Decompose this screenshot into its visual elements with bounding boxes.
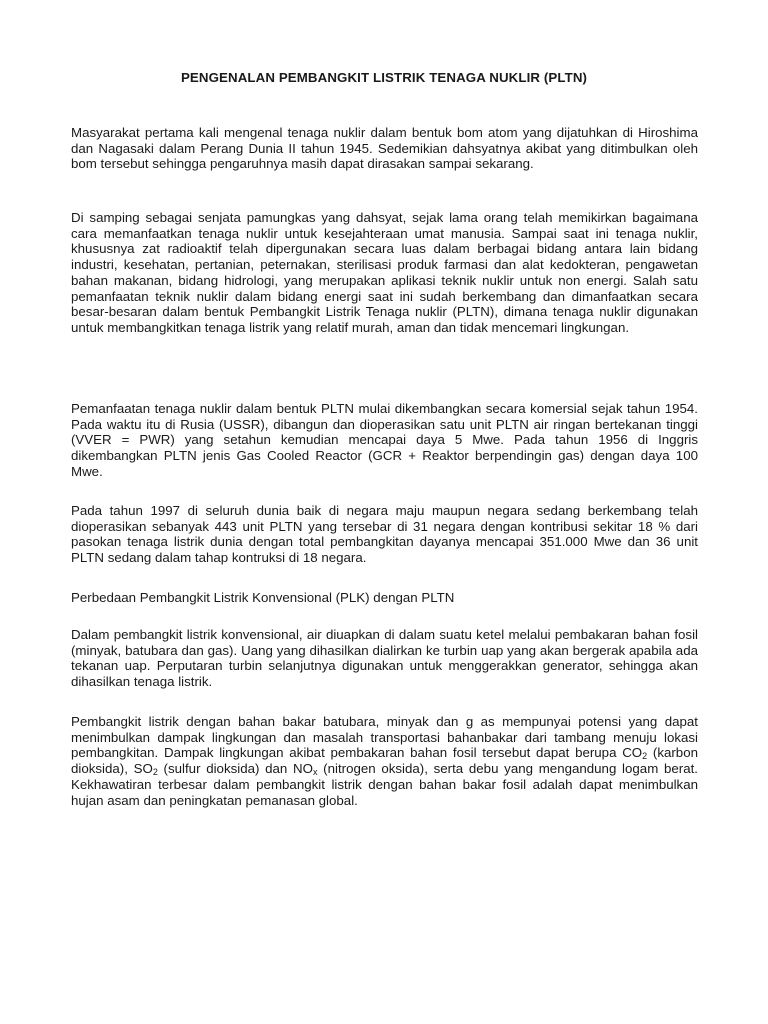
text-segment: (sulfur dioksida) dan NO	[157, 761, 313, 777]
paragraph-environmental-impact	[71, 714, 698, 808]
section-heading-comparison: Perbedaan Pembangkit Listrik Konvensional (PLK) dengan PLTN	[71, 590, 455, 605]
paragraph-statistics: Pada tahun 1997 di seluruh dunia baik di negara maju maupun negara sedang berkembang telah dioperasikan sebanyak 443 unit PLTN yang tersebar di 31 negara dengan kontribusi sekitar 18 % dari pasokan tenaga listrik dunia dengan total pembangkitan dayanya mencapai 351.000 Mwe dan 36 unit PLTN sedang dalam tahap kontruksi di 18 negara.	[71, 503, 698, 566]
paragraph-conventional: Dalam pembangkit listrik konvensional, air diuapkan di dalam suatu ketel melalui pembakaran bahan fosil (minyak, batubara dan gas). Uang yang dihasilkan dialirkan ke turbin uap yang akan bergerak apabila ada tekanan uap. Perputaran turbin selanjutnya digunakan untuk menggerakkan generator, sehingga akan dihasilkan tenaga listrik.	[71, 627, 698, 690]
paragraph-intro: Masyarakat pertama kali mengenal tenaga nuklir dalam bentuk bom atom yang dijatuhkan di Hiroshima dan Nagasaki dalam Perang Dunia II tahun 1945. Sedemikian dahsyatnya akibat yang ditimbulkan oleh bom tersebut sehingga pengaruhnya masih dapat dirasakan sampai sekarang.	[71, 125, 698, 172]
paragraph-utilization: Di samping sebagai senjata pamungkas yang dahsyat, sejak lama orang telah memikirkan bagaimana cara memanfaatkan tenaga nuklir untuk kesejahteraan umat manusia. Sampai saat ini tenaga nuklir, khususnya zat radioaktif telah dipergunakan secara luas dalam berbagai bidang antara lain bidang industri, kesehatan, pertanian, peternakan, sterilisasi produk farmasi dan alat kedokteran, pengawetan bahan makanan, bidang hidrologi, yang merupakan aplikasi teknik nuklir untuk non energi. Salah satu pemanfaatan teknik nuklir dalam bidang energi saat ini sudah berkembang dan dimanfaatkan secara besar-besaran dalam bentuk Pembangkit Listrik Tenaga nuklir (PLTN), dimana tenaga nuklir digunakan untuk membangkitkan tenaga listrik yang relatif murah, aman dan tidak mencemari lingkungan.	[71, 210, 698, 335]
subscript: 2	[152, 767, 158, 778]
text-segment: Pembangkit listrik dengan bahan bakar batubara, minyak dan g as mempunyai potensi yang dapat menimbulkan dampak lingkungan dan masalah transportasi bahanbakar dari tambang menuju lokasi pembangkitan. Dampak lingkungan akibat pembakaran bahan fosil tersebut dapat berupa CO	[71, 714, 698, 761]
subscript: 2	[642, 751, 648, 762]
subscript: x	[312, 767, 318, 778]
text-segment: (nitrogen oksida), serta debu yang mengandung logam berat. Kekhawatiran terbesar dalam pembangkit listrik dengan bahan bakar fosil adalah dapat menimbulkan hujan asam dan peningkatan pemanasan global.	[71, 761, 698, 808]
text-segment: (karbon dioksida), SO	[71, 745, 698, 777]
paragraph-history: Pemanfaatan tenaga nuklir dalam bentuk PLTN mulai dikembangkan secara komersial sejak tahun 1954. Pada waktu itu di Rusia (USSR), dibangun dan dioperasikan satu unit PLTN air ringan bertekanan tinggi (VVER = PWR) yang setahun kemudian mencapai daya 5 Mwe. Pada tahun 1956 di Inggris dikembangkan PLTN jenis Gas Cooled Reactor (GCR + Reaktor berpendingin gas) dengan daya 100 Mwe.	[71, 401, 698, 479]
document-title: PENGENALAN PEMBANGKIT LISTRIK TENAGA NUKLIR (PLTN)	[180, 70, 588, 85]
